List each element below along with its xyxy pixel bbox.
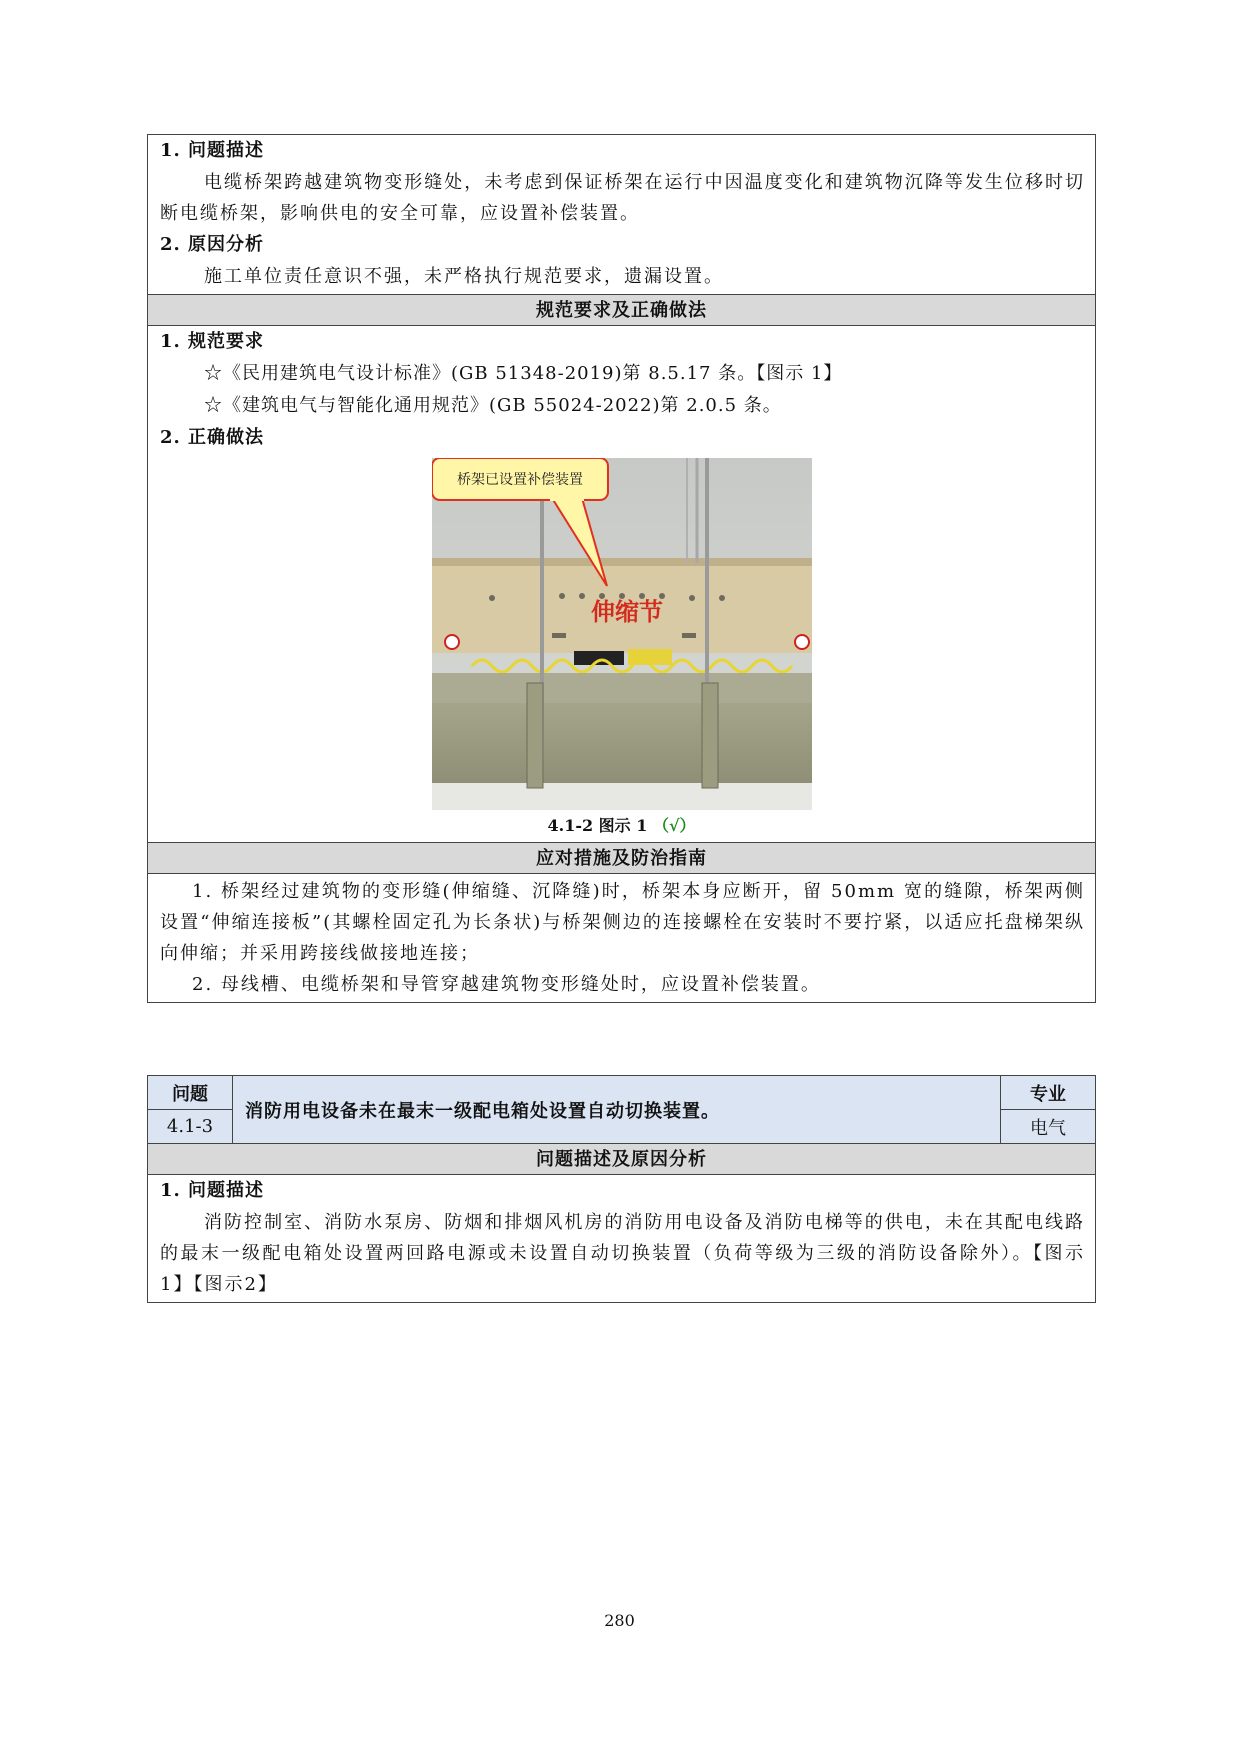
problem-label: 问题 <box>148 1076 232 1110</box>
description-section-2 <box>148 1175 1095 1302</box>
description-text: 电缆桥架跨越建筑物变形缝处，未考虑到保证桥架在运行中因温度变化和建筑物沉降等发生位移时切断电缆桥架，影响供电的安全可靠，应设置补偿装置。 <box>160 172 1085 224</box>
major-label: 专业 <box>1001 1076 1095 1110</box>
major-cell <box>1000 1076 1095 1143</box>
spec-section <box>148 326 1095 843</box>
header-description-cause: 问题描述及原因分析 <box>148 1144 1095 1175</box>
measure-item: 1. 桥架经过建筑物的变形缝(伸缩缝、沉降缝)时，桥架本身应断开，留 50mm 宽的缝隙，桥架两侧设置“伸缩连接板”(其螺栓固定孔为长条状)与桥架侧边的连接螺栓在安装时不要拧紧，以适应托盘梯架纵向伸缩；并采用跨接线做接地连接； <box>160 881 1085 964</box>
check-mark: （√） <box>652 816 696 835</box>
description-text-2: 消防控制室、消防水泵房、防烟和排烟风机房的消防用电设备及消防电梯等的供电，未在其配电线路的最末一级配电箱处设置两回路电源或未设置自动切换装置（负荷等级为三级的消防设备除外）。【图示1】【图示2】 <box>160 1212 1085 1295</box>
problem-table-2 <box>147 1075 1096 1303</box>
problem-header-row <box>148 1076 1095 1144</box>
cable-tray-photo-svg <box>432 458 812 810</box>
problem-id-cell <box>148 1076 233 1143</box>
header-measures: 应对措施及防治指南 <box>148 843 1095 874</box>
major-value: 电气 <box>1001 1110 1095 1143</box>
section-title-cause: 2. 原因分析 <box>160 234 265 255</box>
page-number: 280 <box>604 1611 635 1630</box>
figure-caption <box>148 814 1095 838</box>
measures-section <box>148 874 1095 1002</box>
section-title-method: 2. 正确做法 <box>160 427 265 448</box>
figure-caption-text: 4.1-2 图示 1 <box>547 816 653 835</box>
problem-id: 4.1-3 <box>148 1110 232 1143</box>
measure-item: 2. 母线槽、电缆桥架和导管穿越建筑物变形缝处时，应设置补偿装置。 <box>192 974 821 995</box>
figure-callout: 桥架已设置补偿装置 <box>456 472 583 488</box>
problem-title: 消防用电设备未在最末一级配电箱处设置自动切换装置。 <box>233 1076 1000 1143</box>
header-spec-practice: 规范要求及正确做法 <box>148 295 1095 326</box>
section-title-description-2: 1. 问题描述 <box>160 1180 265 1201</box>
expansion-joint-sign: 伸缩节 <box>590 598 663 626</box>
spec-item: ☆《建筑电气与智能化通用规范》(GB 55024-2022)第 2.0.5 条。 <box>204 395 782 416</box>
section-title-spec: 1. 规范要求 <box>160 331 265 352</box>
problem-table-1 <box>147 134 1096 1003</box>
cable-tray-photo <box>432 458 812 810</box>
cause-text: 施工单位责任意识不强，未严格执行规范要求，遗漏设置。 <box>204 266 724 287</box>
description-section <box>148 135 1095 295</box>
spec-item: ☆《民用建筑电气设计标准》(GB 51348-2019)第 8.5.17 条。【图示 1】 <box>204 363 843 384</box>
section-title-description: 1. 问题描述 <box>160 140 265 161</box>
